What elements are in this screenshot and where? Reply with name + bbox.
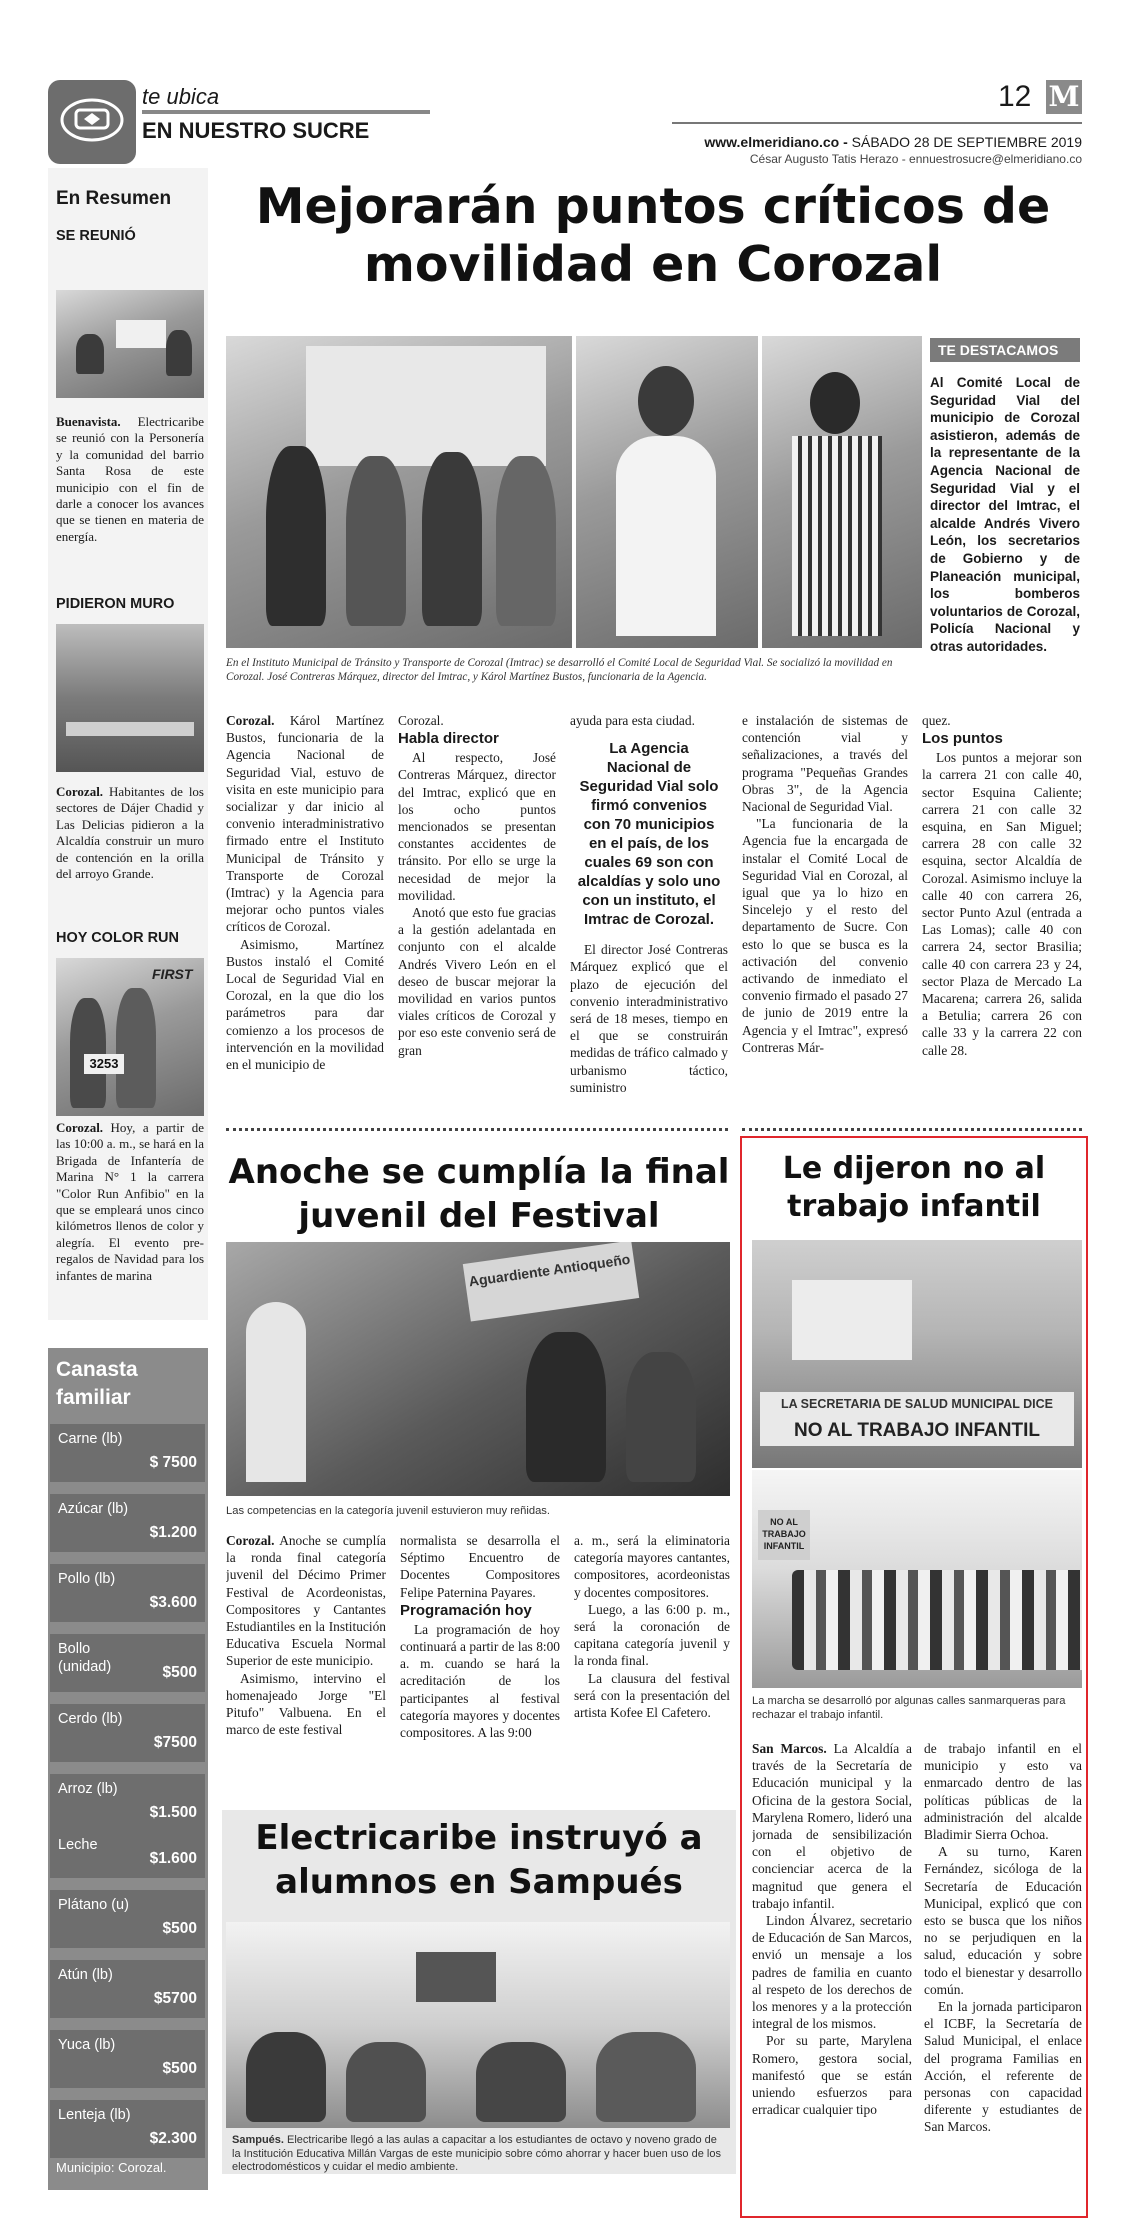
price-value: $1.500 — [149, 1804, 197, 1821]
price-item: Yuca (lb) — [58, 2037, 116, 2053]
electricaribe-photo — [226, 1922, 730, 2128]
sidebar-title: En Resumen — [56, 188, 172, 209]
main-article-col3: ayuda para esta ciudad. La Agencia Nacional de Seguridad Vial solo firmó convenios con 70 municipios en el país, de los cuales 69 son con alcaldías y solo uno con un instituto, el Imtrac de Corozal. El director José Contreras Márquez explicó que el plazo de ejecución del convenio interadministrativo será de 18 meses, tiempo en el que se construirán medidas de tráfico calmado y urbanismo táctico, suministro — [570, 713, 728, 1095]
sidebar-item-head: HOY COLOR RUN — [56, 930, 179, 946]
trabajo-photo-march: NO AL TRABAJO INFANTIL — [752, 1470, 1082, 1688]
sidebar-photo-meeting — [56, 290, 204, 398]
sidebar-item-head: SE REUNIÓ — [56, 228, 136, 244]
canasta-footer: Municipio: Corozal. — [56, 2160, 167, 2175]
price-row — [50, 1704, 205, 1762]
issue-date: SÁBADO 28 DE SEPTIEMBRE 2019 — [851, 134, 1082, 150]
price-row — [50, 1634, 205, 1692]
price-row — [50, 1424, 205, 1482]
price-value: $3.600 — [149, 1594, 197, 1611]
hat-icon — [48, 80, 136, 164]
price-item: Leche — [58, 1837, 98, 1853]
sidebar-item-text: Corozal. Hoy, a partir de las 10:00 a. m., se hará en la Brigada de Infantería de Marina N° 1 la carrera "Color Run Anfibio" en la que se empleará unos cinco kilómetros llenos de color y alegría. El evento pre-regalos de Navidad para los infantes de marina — [56, 1120, 204, 1283]
price-item: Carne (lb) — [58, 1431, 123, 1447]
price-value: $500 — [162, 2060, 197, 2077]
price-value: $1.200 — [149, 1524, 197, 1541]
newspaper-logo: M — [1046, 80, 1082, 114]
trabajo-photo-caption: La marcha se desarrolló por algunas calles sanmarqueras para rechazar el trabajo infantil. — [752, 1695, 1066, 1721]
price-value: $7500 — [153, 1734, 197, 1751]
price-item: Azúcar (lb) — [58, 1501, 129, 1517]
main-photo-committee — [226, 336, 572, 648]
main-photo-director — [576, 336, 758, 648]
festival-article-col3: a. m., será la eliminatoria categoría mayores cantantes, compositores, acordeonistas y docentes compositores. Luego, a las 6:00 p. m., será la coronación de capitana categoría juvenil y la ronda final. La clausura del festival será con la presentación del artista Kofee El Cafetero. — [574, 1533, 730, 1721]
section-tagline: te ubica — [142, 84, 220, 109]
price-item: Lenteja (lb) — [58, 2107, 131, 2123]
site-url[interactable]: www.elmeridiano.co - — [704, 134, 848, 150]
section-name: EN NUESTRO SUCRE — [142, 118, 370, 143]
main-article-col2: Corozal. Habla director Al respecto, José Contreras Márquez, director del Imtrac, explicó que en los ocho puntos mencionados se presentan constantes accidentes de tránsito. Por ello se urge la necesidad de mejor la movilidad. Anotó que esto fue gracias a la gestión adelantada en conjunto con el alcalde Andrés Vivero León en el deseo de buscar mejorar la movilidad en varios puntos viales críticos de Corozal y por eso este convenio será de gran — [398, 713, 556, 1058]
sidebar-item-text: Buenavista. Electricaribe se reunió con la Personería y la comunidad del barrio Santa Rosa de este municipio con el fin de darle a conocer los avances que se tienen en materia de energía. — [56, 414, 204, 544]
price-value: $500 — [162, 1920, 197, 1937]
page-number: 12 — [998, 80, 1032, 113]
canasta-title: Canasta familiar — [56, 1358, 138, 1409]
main-photo-official — [762, 336, 922, 648]
section-divider — [742, 1128, 1082, 1131]
price-item: Plátano (u) — [58, 1897, 129, 1913]
festival-article-col2: normalista se desarrolla el Séptimo Encuentro de Docentes Compositores Felipe Paternina Payares. Programación hoy La programación de hoy continuará a partir de las 8:00 a. m. cuando se hará la acreditación de los participantes al festival categoría mayores y docentes compositores. A las 9:00 — [400, 1533, 560, 1741]
sidebar-item-head: PIDIERON MURO — [56, 596, 175, 612]
dateline — [704, 134, 1082, 150]
festival-photo-caption: Las competencias en la categoría juvenil estuvieron muy reñidas. — [226, 1505, 550, 1517]
price-value: $5700 — [153, 1990, 197, 2007]
price-item: Cerdo (lb) — [58, 1711, 123, 1727]
sidebar-photo-run: FIRST 3253 — [56, 958, 204, 1116]
trabajo-photo-banner — [752, 1240, 1082, 1468]
price-item: Bollo (unidad) — [58, 1641, 112, 1675]
section-divider — [226, 1128, 728, 1131]
price-row — [50, 1830, 205, 1878]
masthead-rule-right — [672, 122, 1082, 124]
price-value: $1.600 — [149, 1850, 197, 1867]
main-headline: Mejorarán puntos críticos de movilidad en Corozal — [255, 178, 1051, 293]
price-item: Pollo (lb) — [58, 1571, 116, 1587]
sidebar-item-text: Corozal. Habitantes de los sectores de Dájer Chadid y Las Delicias pidieron a la Alcaldía construir un muro de contención en la orilla del arroyo Grande. — [56, 784, 204, 882]
price-item: Arroz (lb) — [58, 1781, 118, 1797]
section-logo — [48, 80, 136, 164]
price-row — [50, 1494, 205, 1552]
festival-article-col1: Corozal. Anoche se cumplía la ronda final categoría juvenil del Décimo Primer Festival de Acordeonistas, Compositores y Cantantes Estudiantiles en la Institución Educativa Escuela Normal Superior de este municipio. Asimismo, intervino el homenajeado Jorge "El Pitufo" Valbuena. En el marco de este festival — [226, 1533, 386, 1738]
pull-quote: La Agencia Nacional de Seguridad Vial solo firmó convenios con 70 municipios en el país, de los cuales 69 son con alcaldías y solo uno con un instituto, el Imtrac de Corozal. — [577, 740, 721, 929]
electricaribe-caption: Sampués. Electricaribe llegó a las aulas a capacitar a los estudiantes de octavo y noveno grado de la Institución Educativa Millán Vargas de este municipio sobre cómo ahorrar y hacer buen uso de los electrodomésticos y cuidar el medio ambiente. — [232, 2134, 721, 2174]
destacamos-label: TE DESTACAMOS — [930, 338, 1080, 362]
banner-line2: NO AL TRABAJO INFANTIL — [760, 1416, 1074, 1446]
sidebar-photo-stream — [56, 624, 204, 772]
main-article-col1: Corozal. Károl Martínez Bustos, funcionaria de la Agencia Nacional de Seguridad Vial, estuvo de visita en este municipio para socializar y dar inicio al convenio interadministrativo firmado entre el Instituto Municipal de Tránsito y Transporte de Corozal (Imtrac) y la Agencia para mejorar ocho puntos viales críticos de Corozal. Asimismo, Martínez Bustos instaló el Comité Local de Seguridad Vial en Corozal, en la que dio los parámetros para dar comienzo a los procesos de intervención en la movilidad en el municipio de — [226, 713, 384, 1073]
price-value: $2.300 — [149, 2130, 197, 2147]
price-row — [50, 1960, 205, 2018]
banner-line1: LA SECRETARIA DE SALUD MUNICIPAL DICE — [760, 1392, 1074, 1416]
price-item: Atún (lb) — [58, 1967, 113, 1983]
destacamos-text: Al Comité Local de Seguridad Vial del municipio de Corozal asistieron, además de la representante de la Agencia Nacional de Seguridad Vial y el director del Imtrac, el alcalde Andrés Vivero León, los secretarios de Gobierno y de Planeación municipal, los bomberos voluntarios de Corozal, Policía Nacional y otras autoridades. — [930, 375, 1080, 654]
authors-line: César Augusto Tatis Herazo - ennuestrosucre@elmeridiano.co — [749, 152, 1082, 166]
trabajo-article-col1: San Marcos. La Alcaldía a través de la Secretaría de Educación municipal y la Oficina de la gestora Social, Marylena Romero, lideró una jornada de sensibilización con el objetivo de concienciar acerca de la magnitud que genera el trabajo infantil. Lindon Álvarez, secretario de Educación de San Marcos, envió un mensaje a los padres de familia en cuanto al respeto de los derechos de los menores y a la protección integral de los mismos. Por su parte, Marylena Romero, gestora social, manifestó que se están uniendo esfuerzos para erradicar cualquier tipo — [752, 1741, 912, 2118]
main-photo-caption: En el Instituto Municipal de Tránsito y Transporte de Corozal (Imtrac) se desarrolló el Comité Local de Seguridad Vial. Se socializó la movilidad en Corozal. José Contreras Márquez, director del Imtrac, y Károl Martínez Bustos, funcionaria de la Agencia. — [226, 657, 893, 683]
main-article-col5: quez. Los puntos Los puntos a mejorar son la carrera 21 con calle 40, sector Esquina Caliente; carrera 21 con calle 32 esquina, en San Miguel; carrera 28 con calle 32 esquina, sector Alcaldía de Corozal. Asimismo incluye la calle 40 con carrera 26, sector Punto Azul (entrada a Las Lomas); calle 40 con carrera 24, sector Brasilia; calle 40 con carrera 23 y 24, sector Plaza de Mercado La Macarena; carrera 26, salida a Betulia; carrera 26 con calle 33 y la carrera 22 con calle 28. — [922, 713, 1082, 1058]
price-row — [50, 2030, 205, 2088]
trabajo-article-col2: de trabajo infantil en el municipio y esto va enmarcado dentro de las políticas públicas de la administración del alcalde Bladimir Sierra Ochoa. A su turno, Karen Fernández, sicóloga de la Secretaría de Educación Municipal, explicó que con esto se busca que los niños no se perjudiquen en la salud, educación y sobre todo el bienestar y desarrollo común. En la jornada participaron el ICBF, la Secretaría de Salud Municipal, el enlace del programa Familias en Acción, el referente de personas con capacidad diferente y estudiantes de San Marcos. — [924, 1741, 1082, 2135]
masthead-rule — [142, 110, 430, 114]
price-value: $ 7500 — [149, 1454, 197, 1471]
price-row — [50, 1890, 205, 1948]
main-article-col4: e instalación de sistemas de contención vial y señalizaciones, a través del programa "Pequeñas Grandes Obras 3", de la Agencia Nacional de Seguridad Vial. "La funcionaria de la Agencia fue la encargada de instalar el Comité Local de Seguridad Vial en Corozal, al igual que ya lo hizo en Sincelejo y el resto del departamento de Sucre. Con esto lo que se busca es la activación del convenio activando de inmediato el convenio firmado el pasado 27 de junio de 2019 entre la Agencia y el Imtrac", expresó Contreras Már- — [742, 713, 908, 1055]
electricaribe-headline: Electricaribe instruyó a alumnos en Sampués — [255, 1818, 703, 1902]
festival-photo: Aguardiente Antioqueño — [226, 1242, 730, 1496]
price-row — [50, 1774, 205, 1832]
price-row — [50, 2100, 205, 2158]
festival-headline: Anoche se cumplía la final juvenil del Festival — [228, 1152, 730, 1236]
price-value: $500 — [162, 1664, 197, 1681]
trabajo-headline: Le dijeron no al trabajo infantil — [782, 1151, 1046, 1224]
price-row — [50, 1564, 205, 1622]
